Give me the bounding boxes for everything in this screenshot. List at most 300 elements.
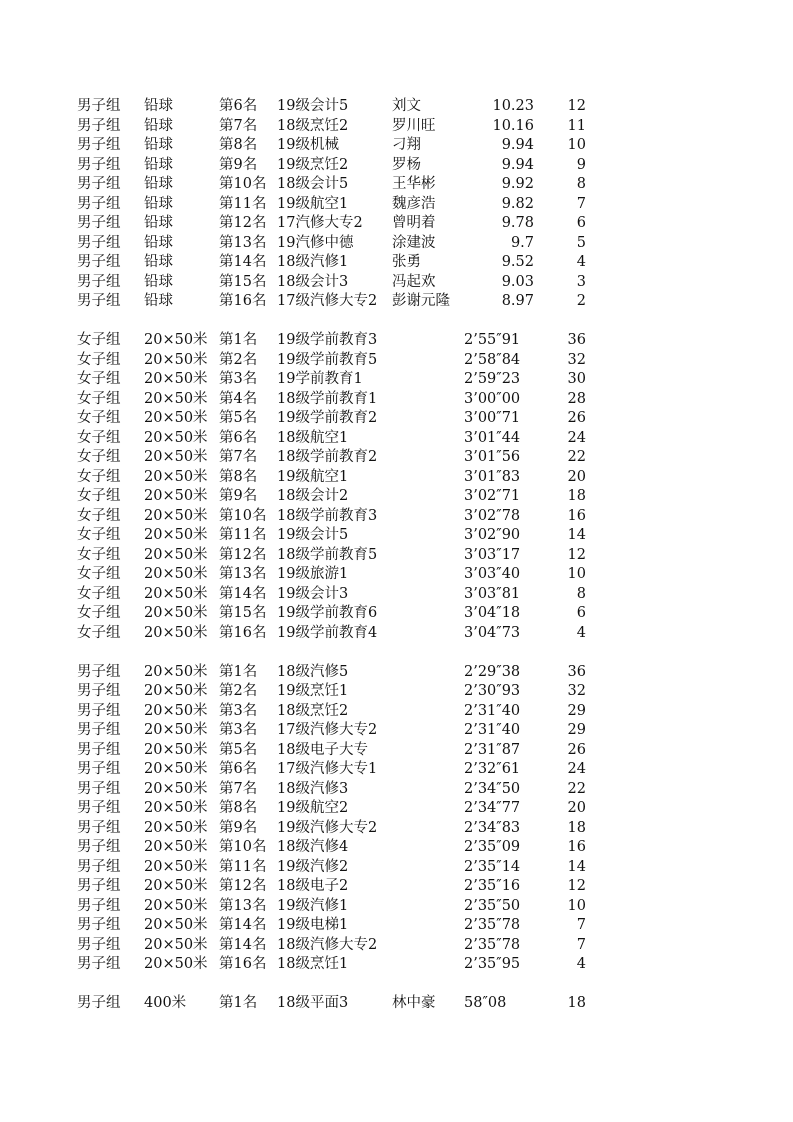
- table-row: [0, 702, 793, 722]
- cell-class: 19级航空2: [277, 800, 349, 816]
- cell-rank: 第7名: [219, 780, 258, 797]
- cell-rank: 第6名: [219, 98, 258, 114]
- cell-points: 12: [567, 878, 586, 894]
- cell-event: 20×50米: [144, 683, 208, 699]
- cell-rank: 第6名: [219, 429, 258, 446]
- cell-result: 3’03″17: [464, 546, 521, 563]
- cell-event: 铅球: [144, 234, 173, 251]
- cell-class: 19级航空1: [277, 468, 349, 485]
- cell-rank: 第2名: [219, 683, 258, 699]
- cell-rank: 第3名: [219, 371, 258, 387]
- cell-rank: 第13名: [219, 234, 267, 251]
- cell-group: 男子组: [77, 761, 121, 777]
- cell-rank: 第16名: [219, 956, 267, 972]
- cell-points: 20: [567, 800, 586, 816]
- table-row: [0, 429, 793, 449]
- cell-class: 19级学前教育4: [277, 624, 378, 641]
- cell-result: 2’35″95: [464, 956, 521, 972]
- table-row: [0, 916, 793, 936]
- cell-rank: 第11名: [219, 195, 267, 212]
- cell-group: 男子组: [77, 683, 121, 699]
- table-row: [0, 897, 793, 917]
- cell-name: 罗杨: [392, 156, 421, 173]
- cell-event: 20×50米: [144, 410, 208, 426]
- cell-rank: 第16名: [219, 624, 267, 641]
- cell-points: 14: [567, 527, 586, 543]
- cell-result: 2’32″61: [464, 761, 521, 777]
- cell-class: 17汽修大专2: [277, 215, 363, 231]
- cell-class: 17级汽修大专2: [277, 293, 378, 309]
- cell-rank: 第11名: [219, 858, 267, 875]
- table-row: [0, 448, 793, 468]
- cell-points: 4: [576, 254, 586, 270]
- cell-event: 20×50米: [144, 761, 208, 777]
- table-row: [0, 565, 793, 585]
- cell-event: 铅球: [144, 176, 173, 192]
- cell-result: 2’35″50: [464, 897, 521, 914]
- cell-points: 10: [567, 137, 586, 153]
- cell-class: 19级汽修1: [277, 897, 349, 914]
- cell-points: 24: [567, 761, 586, 777]
- cell-event: 20×50米: [144, 780, 208, 797]
- cell-rank: 第15名: [219, 605, 267, 621]
- cell-points: 7: [576, 936, 586, 953]
- table-row: [0, 234, 793, 254]
- table-row: [0, 994, 793, 1014]
- cell-class: 18级汽修3: [277, 780, 349, 797]
- cell-rank: 第14名: [219, 917, 267, 933]
- cell-result: 3’04″18: [464, 605, 521, 621]
- table-row: [0, 721, 793, 741]
- cell-class: 19汽修中德: [277, 234, 354, 251]
- cell-class: 18级会计2: [277, 488, 349, 504]
- cell-result: 9.92: [501, 176, 534, 192]
- cell-points: 16: [567, 839, 586, 855]
- cell-group: 女子组: [77, 624, 121, 641]
- cell-points: 7: [576, 195, 586, 212]
- cell-rank: 第13名: [219, 897, 267, 914]
- cell-event: 20×50米: [144, 624, 208, 641]
- cell-result: 8.97: [501, 293, 534, 309]
- cell-points: 18: [567, 488, 586, 504]
- cell-event: 铅球: [144, 293, 173, 309]
- cell-class: 19级旅游1: [277, 566, 349, 582]
- table-row: [0, 526, 793, 546]
- cell-rank: 第12名: [219, 878, 267, 894]
- cell-class: 19级烹饪1: [277, 683, 349, 699]
- cell-event: 铅球: [144, 195, 173, 212]
- cell-result: 3’02″90: [464, 527, 521, 543]
- section-male-relay: [0, 663, 793, 975]
- cell-result: 2’35″14: [464, 858, 521, 875]
- cell-result: 2’58″84: [464, 351, 521, 368]
- cell-group: 男子组: [77, 176, 121, 192]
- cell-rank: 第12名: [219, 546, 267, 563]
- cell-name: 林中豪: [392, 995, 436, 1011]
- cell-result: 3’01″83: [464, 468, 521, 485]
- cell-group: 女子组: [77, 429, 121, 446]
- cell-points: 16: [567, 507, 586, 524]
- cell-rank: 第7名: [219, 449, 258, 465]
- cell-name: 罗川旺: [392, 117, 436, 134]
- cell-event: 400米: [144, 995, 187, 1011]
- cell-group: 男子组: [77, 702, 121, 719]
- cell-rank: 第9名: [219, 156, 258, 173]
- cell-group: 男子组: [77, 819, 121, 836]
- cell-class: 17级汽修大专2: [277, 722, 378, 738]
- cell-result: 10.16: [492, 117, 534, 134]
- cell-points: 10: [567, 566, 586, 582]
- cell-class: 18级烹饪2: [277, 702, 349, 719]
- cell-group: 男子组: [77, 897, 121, 914]
- cell-class: 18级汽修5: [277, 663, 349, 680]
- results-sheet: [0, 97, 793, 1014]
- cell-result: 9.03: [501, 273, 534, 290]
- cell-group: 男子组: [77, 741, 121, 758]
- cell-name: 王华彬: [392, 176, 436, 192]
- cell-event: 铅球: [144, 254, 173, 270]
- table-row: [0, 682, 793, 702]
- cell-result: 2’31″87: [464, 741, 521, 758]
- cell-points: 29: [567, 722, 586, 738]
- cell-result: 2’35″09: [464, 839, 521, 855]
- cell-event: 20×50米: [144, 702, 208, 719]
- table-row: [0, 117, 793, 137]
- cell-class: 19级机械: [277, 137, 339, 153]
- table-row: [0, 175, 793, 195]
- cell-group: 男子组: [77, 293, 121, 309]
- cell-points: 28: [567, 390, 586, 407]
- table-row: [0, 819, 793, 839]
- cell-group: 男子组: [77, 137, 121, 153]
- cell-group: 男子组: [77, 195, 121, 212]
- cell-group: 女子组: [77, 410, 121, 426]
- cell-rank: 第2名: [219, 351, 258, 368]
- table-row: [0, 195, 793, 215]
- cell-group: 男子组: [77, 156, 121, 173]
- cell-points: 4: [576, 956, 586, 972]
- cell-rank: 第6名: [219, 761, 258, 777]
- cell-points: 11: [567, 117, 586, 134]
- table-row: [0, 936, 793, 956]
- cell-rank: 第11名: [219, 527, 267, 543]
- cell-event: 20×50米: [144, 351, 208, 368]
- cell-points: 5: [576, 234, 586, 251]
- cell-event: 20×50米: [144, 429, 208, 446]
- cell-group: 男子组: [77, 98, 121, 114]
- table-row: [0, 351, 793, 371]
- cell-result: 2’34″83: [464, 819, 521, 836]
- cell-event: 铅球: [144, 273, 173, 290]
- cell-points: 20: [567, 468, 586, 485]
- cell-result: 9.78: [501, 215, 534, 231]
- cell-rank: 第7名: [219, 117, 258, 134]
- cell-event: 20×50米: [144, 566, 208, 582]
- cell-group: 男子组: [77, 234, 121, 251]
- cell-class: 18级平面3: [277, 995, 349, 1011]
- cell-event: 20×50米: [144, 956, 208, 972]
- cell-rank: 第14名: [219, 254, 267, 270]
- cell-group: 男子组: [77, 956, 121, 972]
- cell-event: 20×50米: [144, 605, 208, 621]
- cell-name: 彭谢元隆: [392, 293, 450, 309]
- cell-class: 18级学前教育2: [277, 449, 378, 465]
- table-row: [0, 507, 793, 527]
- table-row: [0, 390, 793, 410]
- cell-points: 36: [567, 332, 586, 348]
- cell-class: 18级航空1: [277, 429, 349, 446]
- cell-event: 20×50米: [144, 527, 208, 543]
- cell-event: 20×50米: [144, 390, 208, 407]
- cell-rank: 第8名: [219, 468, 258, 485]
- cell-rank: 第4名: [219, 390, 258, 407]
- cell-points: 4: [576, 624, 586, 641]
- table-row: [0, 741, 793, 761]
- cell-rank: 第10名: [219, 176, 267, 192]
- cell-result: 3’00″71: [464, 410, 521, 426]
- cell-result: 2’31″40: [464, 702, 521, 719]
- cell-points: 26: [567, 741, 586, 758]
- cell-class: 18级烹饪1: [277, 956, 349, 972]
- cell-rank: 第5名: [219, 410, 258, 426]
- table-row: [0, 585, 793, 605]
- cell-class: 19级电梯1: [277, 917, 349, 933]
- cell-class: 18级汽修大专2: [277, 936, 378, 953]
- cell-event: 20×50米: [144, 585, 208, 602]
- cell-group: 女子组: [77, 390, 121, 407]
- cell-group: 女子组: [77, 507, 121, 524]
- cell-event: 20×50米: [144, 507, 208, 524]
- cell-class: 18级学前教育5: [277, 546, 378, 563]
- cell-class: 19级航空1: [277, 195, 349, 212]
- cell-group: 女子组: [77, 546, 121, 563]
- cell-points: 2: [576, 293, 586, 309]
- cell-class: 19级会计3: [277, 585, 349, 602]
- cell-points: 30: [567, 371, 586, 387]
- section-male-400m: [0, 994, 793, 1014]
- cell-class: 17级汽修大专1: [277, 761, 378, 777]
- section-female-relay: [0, 331, 793, 643]
- cell-class: 18级汽修4: [277, 839, 349, 855]
- cell-class: 18级电子2: [277, 878, 349, 894]
- table-row: [0, 214, 793, 234]
- cell-event: 20×50米: [144, 663, 208, 680]
- cell-group: 女子组: [77, 371, 121, 387]
- cell-points: 32: [567, 683, 586, 699]
- cell-rank: 第8名: [219, 800, 258, 816]
- cell-event: 20×50米: [144, 800, 208, 816]
- cell-points: 10: [567, 897, 586, 914]
- cell-event: 20×50米: [144, 488, 208, 504]
- cell-points: 7: [576, 917, 586, 933]
- cell-class: 18级烹饪2: [277, 117, 349, 134]
- cell-event: 20×50米: [144, 546, 208, 563]
- cell-name: 刘文: [392, 98, 421, 114]
- cell-class: 18级会计3: [277, 273, 349, 290]
- cell-rank: 第1名: [219, 332, 258, 348]
- cell-rank: 第9名: [219, 488, 258, 504]
- cell-event: 铅球: [144, 137, 173, 153]
- cell-group: 男子组: [77, 995, 121, 1011]
- cell-rank: 第14名: [219, 936, 267, 953]
- cell-result: 2’34″77: [464, 800, 521, 816]
- cell-result: 2’59″23: [464, 371, 521, 387]
- cell-points: 22: [567, 449, 586, 465]
- cell-points: 8: [576, 176, 586, 192]
- table-row: [0, 487, 793, 507]
- cell-group: 女子组: [77, 605, 121, 621]
- cell-class: 19级烹饪2: [277, 156, 349, 173]
- cell-result: 58″08: [464, 995, 507, 1011]
- cell-class: 19级汽修2: [277, 858, 349, 875]
- table-row: [0, 370, 793, 390]
- cell-points: 36: [567, 663, 586, 680]
- cell-points: 6: [576, 605, 586, 621]
- cell-result: 3’00″00: [464, 390, 521, 407]
- cell-class: 19级会计5: [277, 527, 349, 543]
- cell-result: 2’55″91: [464, 332, 521, 348]
- cell-result: 3’04″73: [464, 624, 521, 641]
- section-gap: [0, 643, 793, 663]
- cell-points: 12: [567, 98, 586, 114]
- cell-points: 32: [567, 351, 586, 368]
- cell-class: 18级学前教育1: [277, 390, 378, 407]
- cell-result: 9.7: [510, 234, 534, 251]
- cell-class: 18级学前教育3: [277, 507, 378, 524]
- cell-group: 男子组: [77, 215, 121, 231]
- cell-points: 29: [567, 702, 586, 719]
- cell-class: 19级学前教育2: [277, 410, 378, 426]
- cell-group: 女子组: [77, 566, 121, 582]
- cell-class: 18级电子大专: [277, 741, 368, 758]
- cell-event: 20×50米: [144, 936, 208, 953]
- cell-class: 18级汽修1: [277, 254, 349, 270]
- cell-points: 9: [576, 156, 586, 173]
- table-row: [0, 273, 793, 293]
- cell-event: 20×50米: [144, 839, 208, 855]
- cell-rank: 第14名: [219, 585, 267, 602]
- cell-points: 14: [567, 858, 586, 875]
- cell-name: 冯起欢: [392, 273, 436, 290]
- cell-group: 男子组: [77, 917, 121, 933]
- cell-rank: 第1名: [219, 663, 258, 680]
- cell-rank: 第10名: [219, 507, 267, 524]
- cell-result: 9.94: [501, 156, 534, 173]
- cell-points: 26: [567, 410, 586, 426]
- cell-event: 20×50米: [144, 468, 208, 485]
- cell-result: 2’31″40: [464, 722, 521, 738]
- cell-group: 男子组: [77, 858, 121, 875]
- cell-points: 12: [567, 546, 586, 563]
- cell-result: 2’34″50: [464, 780, 521, 797]
- cell-group: 男子组: [77, 936, 121, 953]
- cell-group: 男子组: [77, 663, 121, 680]
- cell-class: 18级会计5: [277, 176, 349, 192]
- table-row: [0, 780, 793, 800]
- table-row: [0, 858, 793, 878]
- table-row: [0, 663, 793, 683]
- table-row: [0, 799, 793, 819]
- cell-event: 20×50米: [144, 897, 208, 914]
- table-row: [0, 546, 793, 566]
- cell-result: 9.82: [501, 195, 534, 212]
- cell-group: 女子组: [77, 351, 121, 368]
- cell-group: 男子组: [77, 839, 121, 855]
- cell-group: 男子组: [77, 780, 121, 797]
- cell-rank: 第8名: [219, 137, 258, 153]
- cell-event: 20×50米: [144, 722, 208, 738]
- cell-class: 19学前教育1: [277, 371, 363, 387]
- cell-points: 22: [567, 780, 586, 797]
- cell-class: 19级汽修大专2: [277, 819, 378, 836]
- cell-name: 涂建波: [392, 234, 436, 251]
- cell-event: 铅球: [144, 215, 173, 231]
- cell-rank: 第5名: [219, 741, 258, 758]
- table-row: [0, 468, 793, 488]
- cell-name: 刁翔: [392, 137, 421, 153]
- cell-event: 20×50米: [144, 371, 208, 387]
- cell-rank: 第1名: [219, 995, 258, 1011]
- table-row: [0, 838, 793, 858]
- cell-name: 张勇: [392, 254, 421, 270]
- cell-result: 3’03″40: [464, 566, 521, 582]
- cell-event: 铅球: [144, 156, 173, 173]
- table-row: [0, 253, 793, 273]
- cell-group: 女子组: [77, 468, 121, 485]
- table-row: [0, 97, 793, 117]
- cell-group: 女子组: [77, 488, 121, 504]
- table-row: [0, 156, 793, 176]
- table-row: [0, 409, 793, 429]
- cell-event: 20×50米: [144, 819, 208, 836]
- cell-result: 3’01″56: [464, 449, 521, 465]
- cell-points: 18: [567, 819, 586, 836]
- section-male-shotput: [0, 97, 793, 312]
- cell-rank: 第12名: [219, 215, 267, 231]
- cell-rank: 第3名: [219, 702, 258, 719]
- cell-group: 男子组: [77, 722, 121, 738]
- cell-group: 男子组: [77, 273, 121, 290]
- cell-class: 19级学前教育3: [277, 332, 378, 348]
- table-row: [0, 604, 793, 624]
- cell-points: 3: [576, 273, 586, 290]
- cell-result: 9.52: [501, 254, 534, 270]
- table-row: [0, 877, 793, 897]
- cell-group: 男子组: [77, 800, 121, 816]
- table-row: [0, 331, 793, 351]
- cell-event: 20×50米: [144, 917, 208, 933]
- cell-group: 男子组: [77, 254, 121, 270]
- cell-event: 20×50米: [144, 858, 208, 875]
- cell-result: 10.23: [492, 98, 534, 114]
- cell-group: 女子组: [77, 449, 121, 465]
- cell-result: 2’30″93: [464, 683, 521, 699]
- cell-class: 19级学前教育5: [277, 351, 378, 368]
- table-row: [0, 955, 793, 975]
- cell-points: 8: [576, 585, 586, 602]
- cell-group: 男子组: [77, 878, 121, 894]
- cell-result: 2’35″78: [464, 917, 521, 933]
- cell-name: 魏彦浩: [392, 195, 436, 212]
- cell-result: 9.94: [501, 137, 534, 153]
- cell-group: 女子组: [77, 527, 121, 543]
- table-row: [0, 136, 793, 156]
- cell-name: 曾明着: [392, 215, 436, 231]
- cell-rank: 第15名: [219, 273, 267, 290]
- cell-event: 铅球: [144, 117, 173, 134]
- cell-event: 20×50米: [144, 741, 208, 758]
- cell-result: 2’29″38: [464, 663, 521, 680]
